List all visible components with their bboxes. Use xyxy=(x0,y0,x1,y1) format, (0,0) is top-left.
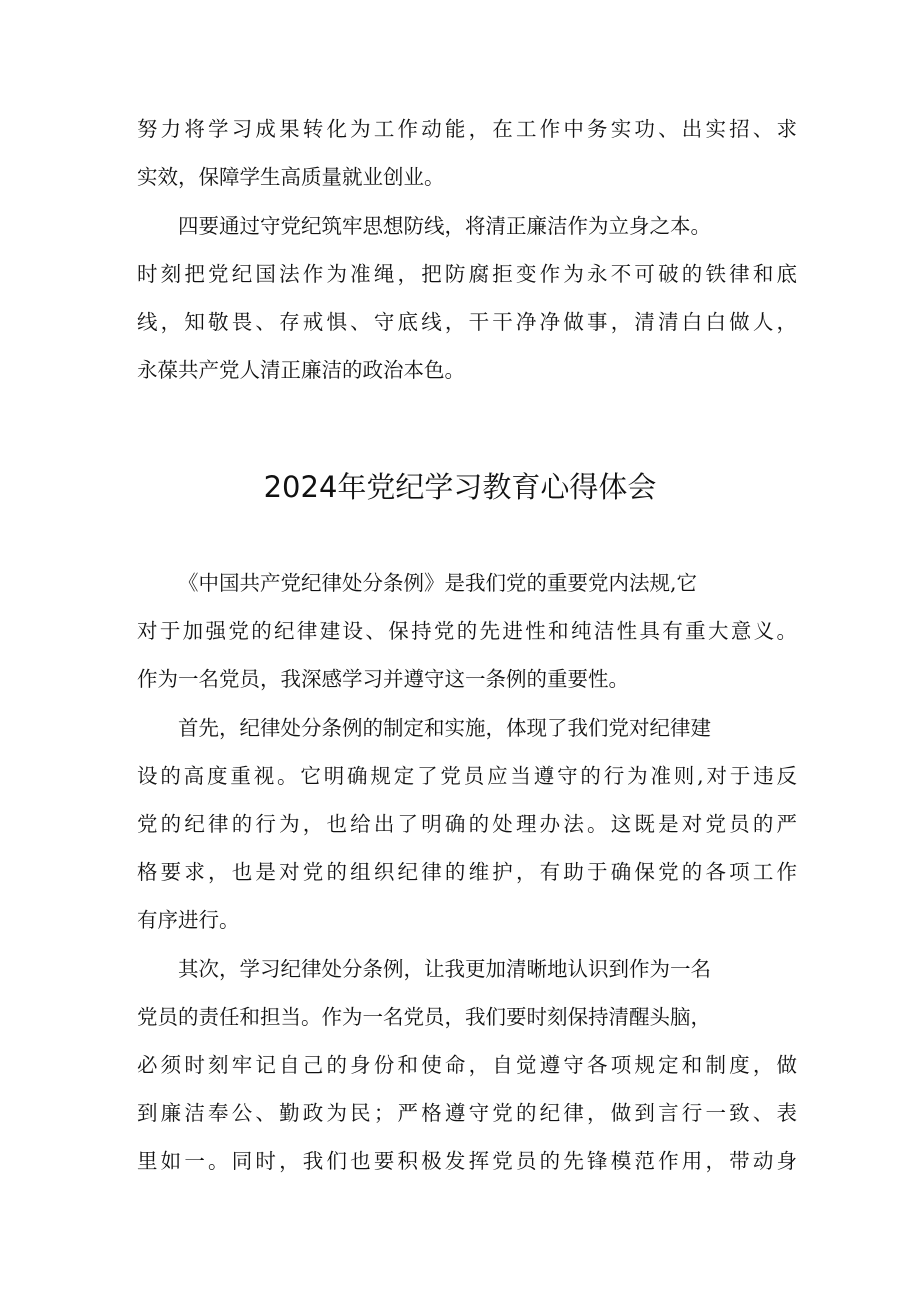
paragraph-line: 永葆共产党人清正廉洁的政治本色。 xyxy=(137,358,465,382)
paragraph-intro xyxy=(137,559,797,703)
document-title: 2024年党纪学习教育心得体会 xyxy=(263,470,657,504)
paragraph-four-requirements xyxy=(137,202,797,394)
continued-paragraph xyxy=(137,105,797,201)
paragraph-line: 到廉洁奉公、勤政为民；严格遵守党的纪律，做到言行一致、表 xyxy=(137,1101,797,1125)
paragraph-line: 其次，学习纪律处分条例，让我更加清晰地认识到作为一名 xyxy=(178,957,711,981)
paragraph-line: 四要通过守党纪筑牢思想防线，将清正廉洁作为立身之本。 xyxy=(178,214,711,238)
paragraph-line: 实效，保障学生高质量就业创业。 xyxy=(137,165,445,189)
paragraph-line: 必须时刻牢记自己的身份和使命，自觉遵守各项规定和制度，做 xyxy=(137,1053,797,1077)
paragraph-line: 党的纪律的行为，也给出了明确的处理办法。这既是对党员的严 xyxy=(137,812,797,836)
paragraph-line: 设的高度重视。它明确规定了党员应当遵守的行为准则,对于违反 xyxy=(137,764,797,788)
paragraph-line: 《中国共产党纪律处分条例》是我们党的重要党内法规,它 xyxy=(178,571,698,595)
paragraph-line: 有序进行。 xyxy=(137,908,240,932)
paragraph-line: 努力将学习成果转化为工作动能，在工作中务实功、出实招、求 xyxy=(137,117,797,141)
paragraph-line: 作为一名党员，我深感学习并遵守这一条例的重要性。 xyxy=(137,667,629,691)
paragraph-line: 时刻把党纪国法作为准绳，把防腐拒变作为永不可破的铁律和底 xyxy=(137,262,797,286)
paragraph-line: 党员的责任和担当。作为一名党员，我们要时刻保持清醒头脑， xyxy=(137,1005,711,1029)
paragraph-second xyxy=(137,945,797,1185)
paragraph-line: 里如一。同时，我们也要积极发挥党员的先锋模范作用，带动身 xyxy=(137,1149,797,1173)
paragraph-first xyxy=(137,704,797,944)
paragraph-line: 首先，纪律处分条例的制定和实施，体现了我们党对纪律建 xyxy=(178,716,711,740)
paragraph-line: 线，知敬畏、存戒惧、守底线，干干净净做事，清清白白做人， xyxy=(137,310,797,334)
paragraph-line: 对于加强党的纪律建设、保持党的先进性和纯洁性具有重大意义。 xyxy=(137,619,797,643)
paragraph-line: 格要求，也是对党的组织纪律的维护，有助于确保党的各项工作 xyxy=(137,860,797,884)
